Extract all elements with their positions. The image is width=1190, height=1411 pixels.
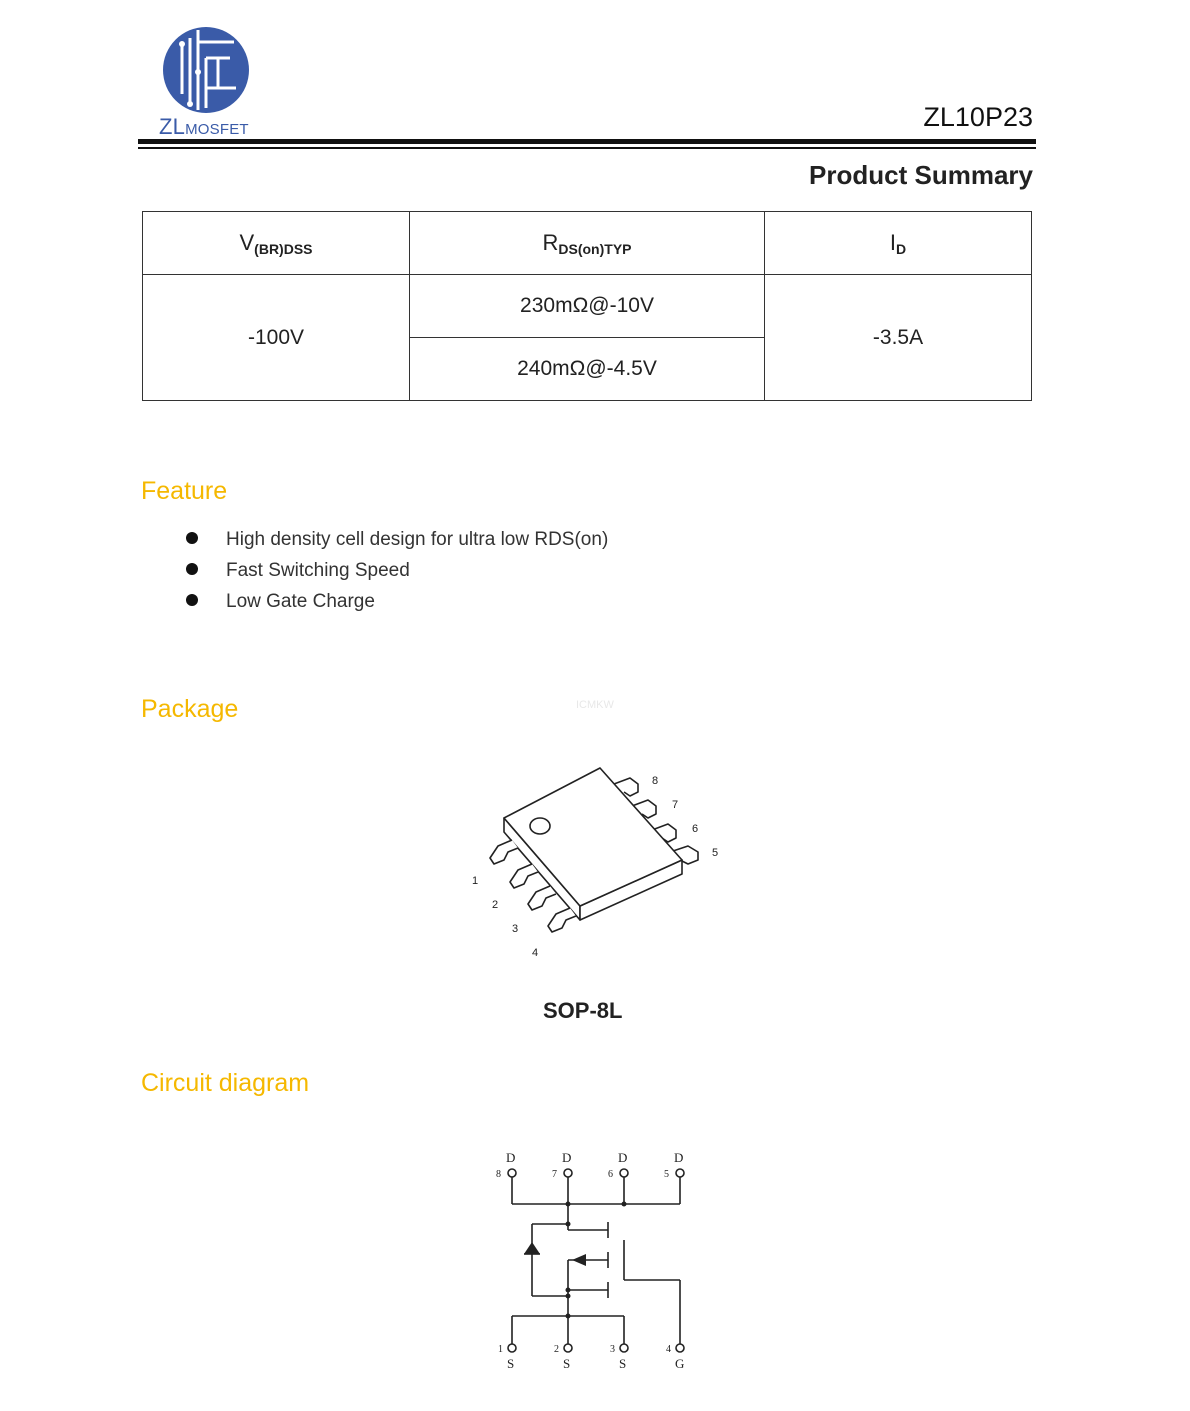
pin-num-6: 6 [608,1169,613,1180]
header-id [765,212,1032,275]
cell-id: -3.5A [765,275,1032,401]
pin-label-s1: S [507,1356,515,1371]
header-rdson-main: R [542,229,559,255]
pin-label-s2: S [563,1356,571,1371]
cell-rdson-10v: 230mΩ@-10V [410,275,765,338]
pin-num-3: 3 [610,1344,615,1355]
header-rdson [410,212,765,275]
feature-title: Feature [141,477,228,505]
cell-vdss: -100V [143,275,410,401]
sop8-package-drawing [462,760,732,960]
pin-number-5: 5 [712,847,719,859]
feature-list [186,527,608,620]
pin-label-d5: D [674,1150,684,1165]
brand-name [159,114,249,140]
bullet-icon [186,563,198,575]
circuit-diagram [488,1146,698,1376]
pin-label-s3: S [619,1356,627,1371]
product-summary-title: Product Summary [809,160,1033,190]
list-item [186,558,608,589]
circuit-diagram-title: Circuit diagram [141,1069,310,1097]
pin-num-4: 4 [666,1344,671,1355]
package-title: Package [141,695,239,723]
pin-label-d8: D [506,1150,516,1165]
part-number: ZL10P23 [923,102,1033,132]
header-rdson-sub: DS(on)TYP [558,240,632,257]
cell-rdson-4v5: 240mΩ@-4.5V [410,338,765,401]
header-divider-thin [138,147,1036,149]
header-divider-thick [138,139,1036,144]
brand-zl: ZL [159,114,186,139]
pin-num-5: 5 [664,1169,669,1180]
feature-text: High density cell design for ultra low RDS(on) [226,529,609,550]
pin-number-4: 4 [532,947,539,959]
pin-number-6: 6 [692,823,699,835]
header-vdss [143,212,410,275]
product-summary-table [142,211,1032,401]
pin-num-2: 2 [554,1344,559,1355]
pin-label-g4: G [675,1356,685,1371]
list-item [186,527,608,558]
pin-label-d6: D [618,1150,628,1165]
pin-label-d7: D [562,1150,572,1165]
header-vdss-main: V [239,229,255,255]
bullet-icon [186,594,198,606]
pin-num-1: 1 [498,1344,503,1355]
header-id-main: I [889,229,896,255]
list-item [186,589,608,620]
brand-mosfet: MOSFET [185,121,249,138]
header-vdss-sub: (BR)DSS [254,240,313,257]
watermark: ICMKW [576,699,614,711]
pin-num-7: 7 [552,1169,557,1180]
pin-number-1: 1 [472,875,479,887]
package-name: SOP-8L [543,998,623,1023]
pin-num-8: 8 [496,1169,501,1180]
bullet-icon [186,532,198,544]
pin-number-7: 7 [672,799,679,811]
feature-text: Low Gate Charge [226,591,375,612]
pin-number-2: 2 [492,899,499,911]
pin-number-8: 8 [652,775,659,787]
pin-number-3: 3 [512,923,519,935]
feature-text: Fast Switching Speed [226,560,410,581]
header-id-sub: D [896,240,907,257]
